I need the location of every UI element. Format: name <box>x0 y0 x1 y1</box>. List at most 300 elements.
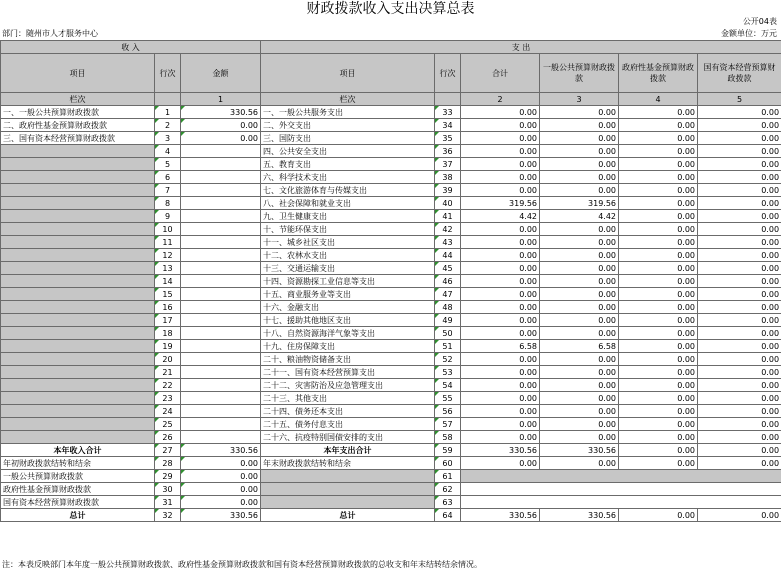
column-number-row <box>1 93 781 106</box>
income-item <box>1 210 155 223</box>
fund-value: 0.00 <box>619 509 698 522</box>
total-value: 0.00 <box>461 327 540 340</box>
fund-value: 0.00 <box>619 431 698 444</box>
income-amount <box>181 353 261 366</box>
general-value: 4.42 <box>540 210 619 223</box>
income-line: 14 <box>155 275 181 288</box>
annual-total-row <box>1 444 781 457</box>
table-row <box>1 145 781 158</box>
income-item: 一、一般公共预算财政拨款 <box>1 106 155 119</box>
total-value: 0.00 <box>461 106 540 119</box>
income-line: 2 <box>155 119 181 132</box>
expense-line: 64 <box>435 509 461 522</box>
table-row <box>1 171 781 184</box>
income-amount <box>181 288 261 301</box>
income-amount <box>181 301 261 314</box>
expense-item: 十三、交通运输支出 <box>261 262 435 275</box>
state-value: 0.00 <box>698 392 781 405</box>
total-value: 0.00 <box>461 184 540 197</box>
income-item <box>1 379 155 392</box>
fund-value: 0.00 <box>619 132 698 145</box>
expense-line: 46 <box>435 275 461 288</box>
income-item: 年初财政拨款结转和结余 <box>1 457 155 470</box>
income-item <box>1 262 155 275</box>
income-amount <box>181 275 261 288</box>
general-value: 0.00 <box>540 184 619 197</box>
income-amount <box>181 405 261 418</box>
income-item: 二、政府性基金预算财政拨款 <box>1 119 155 132</box>
table-row <box>1 236 781 249</box>
state-value: 0.00 <box>698 145 781 158</box>
carryover-sub-row <box>1 496 781 509</box>
total-value: 0.00 <box>461 171 540 184</box>
expense-line: 33 <box>435 106 461 119</box>
expense-line: 45 <box>435 262 461 275</box>
table-row <box>1 314 781 327</box>
expense-item: 九、卫生健康支出 <box>261 210 435 223</box>
table-row <box>1 379 781 392</box>
total-value: 0.00 <box>461 314 540 327</box>
col-number-5: 5 <box>698 93 781 106</box>
income-amount <box>181 366 261 379</box>
table-row <box>1 353 781 366</box>
col-label-cell: 栏次 <box>1 93 155 106</box>
fund-value: 0.00 <box>619 275 698 288</box>
general-value: 0.00 <box>540 275 619 288</box>
income-line: 21 <box>155 366 181 379</box>
expense-item <box>261 470 435 483</box>
expense-line: 43 <box>435 236 461 249</box>
fund-value: 0.00 <box>619 314 698 327</box>
income-line: 30 <box>155 483 181 496</box>
grand-total-row <box>1 509 781 522</box>
total-value: 330.56 <box>461 444 540 457</box>
state-value: 0.00 <box>698 158 781 171</box>
general-value: 0.00 <box>540 171 619 184</box>
income-item <box>1 327 155 340</box>
expense-line: 39 <box>435 184 461 197</box>
expense-line: 59 <box>435 444 461 457</box>
income-amount: 0.00 <box>181 496 261 509</box>
expense-item: 十五、商业服务业等支出 <box>261 288 435 301</box>
state-value: 0.00 <box>698 444 781 457</box>
state-value: 0.00 <box>698 262 781 275</box>
blank-cell <box>461 496 781 509</box>
total-value: 0.00 <box>461 236 540 249</box>
income-line: 13 <box>155 262 181 275</box>
general-budget-header: 一般公共预算财政拨款 <box>540 54 619 93</box>
total-value: 0.00 <box>461 288 540 301</box>
expense-item <box>261 496 435 509</box>
state-capital-header: 国有资本经营预算财政拨款 <box>698 54 781 93</box>
total-value: 6.58 <box>461 340 540 353</box>
fund-value: 0.00 <box>619 379 698 392</box>
income-item <box>1 314 155 327</box>
table-row <box>1 158 781 171</box>
income-item <box>1 197 155 210</box>
expense-item: 十七、援助其他地区支出 <box>261 314 435 327</box>
total-value: 4.42 <box>461 210 540 223</box>
income-item <box>1 249 155 262</box>
table-row <box>1 184 781 197</box>
income-item <box>1 236 155 249</box>
expense-line: 58 <box>435 431 461 444</box>
income-item <box>1 366 155 379</box>
fund-value: 0.00 <box>619 327 698 340</box>
income-line: 6 <box>155 171 181 184</box>
expense-item: 二十六、抗疫特别国债安排的支出 <box>261 431 435 444</box>
expense-section-header: 支 出 <box>261 41 781 54</box>
footnote: 注：本表反映部门本年度一般公共预算财政拨款、政府性基金预算财政拨款和国有资本经营预算财政拨款的总收支和年末结转结余情况。 <box>2 560 482 569</box>
general-value: 330.56 <box>540 444 619 457</box>
table-row <box>1 288 781 301</box>
state-value: 0.00 <box>698 509 781 522</box>
fund-value: 0.00 <box>619 444 698 457</box>
state-value: 0.00 <box>698 353 781 366</box>
income-line: 31 <box>155 496 181 509</box>
table-row <box>1 340 781 353</box>
expense-line: 37 <box>435 158 461 171</box>
expense-item: 年末财政拨款结转和结余 <box>261 457 435 470</box>
income-line: 17 <box>155 314 181 327</box>
expense-item: 十二、农林水支出 <box>261 249 435 262</box>
income-item <box>1 431 155 444</box>
general-value: 0.00 <box>540 236 619 249</box>
general-value: 0.00 <box>540 158 619 171</box>
income-line: 28 <box>155 457 181 470</box>
table-row <box>1 405 781 418</box>
fund-value: 0.00 <box>619 405 698 418</box>
expense-item: 十九、住房保障支出 <box>261 340 435 353</box>
expense-item: 二十三、其他支出 <box>261 392 435 405</box>
table-row <box>1 262 781 275</box>
expense-line: 41 <box>435 210 461 223</box>
col-number-3: 3 <box>540 93 619 106</box>
expense-line: 38 <box>435 171 461 184</box>
expense-line: 60 <box>435 457 461 470</box>
general-value: 0.00 <box>540 457 619 470</box>
income-total-label: 本年收入合计 <box>1 444 155 457</box>
expense-item: 二十、粮油物资储备支出 <box>261 353 435 366</box>
expense-item-header: 项目 <box>261 54 435 93</box>
general-value: 0.00 <box>540 353 619 366</box>
state-value: 0.00 <box>698 431 781 444</box>
income-line: 25 <box>155 418 181 431</box>
expense-line: 63 <box>435 496 461 509</box>
col-number-1: 1 <box>181 93 261 106</box>
fund-value: 0.00 <box>619 236 698 249</box>
expense-item: 三、国防支出 <box>261 132 435 145</box>
total-header: 合计 <box>461 54 540 93</box>
total-value: 0.00 <box>461 262 540 275</box>
state-value: 0.00 <box>698 340 781 353</box>
state-value: 0.00 <box>698 457 781 470</box>
expense-line: 40 <box>435 197 461 210</box>
state-value: 0.00 <box>698 223 781 236</box>
expense-item: 十八、自然资源海洋气象等支出 <box>261 327 435 340</box>
fund-value: 0.00 <box>619 301 698 314</box>
total-value: 0.00 <box>461 158 540 171</box>
column-header-row <box>1 54 781 93</box>
income-item: 国有资本经营预算财政拨款 <box>1 496 155 509</box>
state-value: 0.00 <box>698 236 781 249</box>
expense-item: 七、文化旅游体育与传媒支出 <box>261 184 435 197</box>
col-number-2: 2 <box>461 93 540 106</box>
state-value: 0.00 <box>698 184 781 197</box>
fund-value: 0.00 <box>619 392 698 405</box>
table-row <box>1 275 781 288</box>
state-value: 0.00 <box>698 418 781 431</box>
expense-line: 42 <box>435 223 461 236</box>
income-amount: 0.00 <box>181 483 261 496</box>
expense-item: 四、公共安全支出 <box>261 145 435 158</box>
income-line: 26 <box>155 431 181 444</box>
state-value: 0.00 <box>698 366 781 379</box>
expense-line-header: 行次 <box>435 54 461 93</box>
table-row <box>1 392 781 405</box>
expense-item <box>261 483 435 496</box>
expense-line: 57 <box>435 418 461 431</box>
fund-value: 0.00 <box>619 262 698 275</box>
carryover-row <box>1 457 781 470</box>
state-value: 0.00 <box>698 405 781 418</box>
page-title: 财政拨款收入支出决算总表 <box>306 1 475 17</box>
income-amount <box>181 184 261 197</box>
expense-item: 二十四、债务还本支出 <box>261 405 435 418</box>
table-row <box>1 106 781 119</box>
expense-line: 62 <box>435 483 461 496</box>
income-line: 4 <box>155 145 181 158</box>
income-item <box>1 353 155 366</box>
income-line: 24 <box>155 405 181 418</box>
income-amount <box>181 236 261 249</box>
income-amount <box>181 145 261 158</box>
expense-item: 二十一、国有资本经营预算支出 <box>261 366 435 379</box>
income-line: 11 <box>155 236 181 249</box>
blank-cell <box>461 470 781 483</box>
general-value: 0.00 <box>540 405 619 418</box>
total-value: 0.00 <box>461 379 540 392</box>
state-value: 0.00 <box>698 379 781 392</box>
state-value: 0.00 <box>698 132 781 145</box>
general-value: 0.00 <box>540 132 619 145</box>
expense-line: 53 <box>435 366 461 379</box>
income-amount <box>181 158 261 171</box>
general-value: 0.00 <box>540 145 619 158</box>
general-value: 0.00 <box>540 288 619 301</box>
expense-item: 二十二、灾害防治及应急管理支出 <box>261 379 435 392</box>
expense-line: 54 <box>435 379 461 392</box>
income-amount <box>181 210 261 223</box>
state-value: 0.00 <box>698 288 781 301</box>
total-value: 0.00 <box>461 132 540 145</box>
general-value: 0.00 <box>540 431 619 444</box>
income-line: 12 <box>155 249 181 262</box>
col-number-4: 4 <box>619 93 698 106</box>
unit-label: 金额单位：万元 <box>721 29 777 38</box>
fund-value: 0.00 <box>619 457 698 470</box>
expense-line: 35 <box>435 132 461 145</box>
fund-value: 0.00 <box>619 210 698 223</box>
income-item <box>1 275 155 288</box>
state-value: 0.00 <box>698 106 781 119</box>
state-value: 0.00 <box>698 119 781 132</box>
income-amount: 0.00 <box>181 457 261 470</box>
general-value: 0.00 <box>540 106 619 119</box>
income-amount-header: 金额 <box>181 54 261 93</box>
income-amount <box>181 223 261 236</box>
fund-value: 0.00 <box>619 353 698 366</box>
income-item <box>1 405 155 418</box>
total-value: 0.00 <box>461 457 540 470</box>
department-label: 部门：随州市人才服务中心 <box>2 29 98 38</box>
total-value: 330.56 <box>461 509 540 522</box>
total-value: 0.00 <box>461 119 540 132</box>
state-value: 0.00 <box>698 210 781 223</box>
income-amount: 0.00 <box>181 132 261 145</box>
total-value: 0.00 <box>461 392 540 405</box>
income-item <box>1 301 155 314</box>
general-value: 0.00 <box>540 379 619 392</box>
total-value: 0.00 <box>461 275 540 288</box>
income-item <box>1 158 155 171</box>
expense-item: 八、社会保障和就业支出 <box>261 197 435 210</box>
income-amount <box>181 379 261 392</box>
income-item: 一般公共预算财政拨款 <box>1 470 155 483</box>
income-line: 7 <box>155 184 181 197</box>
income-amount <box>181 431 261 444</box>
expense-item: 十四、资源勘探工业信息等支出 <box>261 275 435 288</box>
general-value: 330.56 <box>540 509 619 522</box>
expense-item: 六、科学技术支出 <box>261 171 435 184</box>
total-value: 319.56 <box>461 197 540 210</box>
income-line: 27 <box>155 444 181 457</box>
income-line: 8 <box>155 197 181 210</box>
income-line: 29 <box>155 470 181 483</box>
total-value: 0.00 <box>461 223 540 236</box>
income-item <box>1 223 155 236</box>
total-value: 0.00 <box>461 145 540 158</box>
income-item: 政府性基金预算财政拨款 <box>1 483 155 496</box>
income-amount <box>181 262 261 275</box>
income-item <box>1 171 155 184</box>
income-line-header: 行次 <box>155 54 181 93</box>
table-row <box>1 249 781 262</box>
expense-line: 56 <box>435 405 461 418</box>
general-value: 0.00 <box>540 327 619 340</box>
table-row <box>1 418 781 431</box>
fund-value: 0.00 <box>619 288 698 301</box>
table-row <box>1 223 781 236</box>
fund-value: 0.00 <box>619 418 698 431</box>
blank-cell <box>461 483 781 496</box>
expense-line: 34 <box>435 119 461 132</box>
state-value: 0.00 <box>698 197 781 210</box>
col-blank-cell <box>155 93 181 106</box>
fund-budget-header: 政府性基金预算财政拨款 <box>619 54 698 93</box>
income-line: 18 <box>155 327 181 340</box>
fund-value: 0.00 <box>619 106 698 119</box>
income-item <box>1 340 155 353</box>
expense-total-label: 本年支出合计 <box>261 444 435 457</box>
expense-line: 55 <box>435 392 461 405</box>
income-item <box>1 418 155 431</box>
general-value: 0.00 <box>540 249 619 262</box>
fund-value: 0.00 <box>619 197 698 210</box>
expense-line: 50 <box>435 327 461 340</box>
income-line: 32 <box>155 509 181 522</box>
fund-value: 0.00 <box>619 184 698 197</box>
income-line: 23 <box>155 392 181 405</box>
expense-item: 十六、金融支出 <box>261 301 435 314</box>
expense-grand-total-label: 总计 <box>261 509 435 522</box>
income-line: 1 <box>155 106 181 119</box>
income-item: 三、国有资本经营预算财政拨款 <box>1 132 155 145</box>
income-amount <box>181 327 261 340</box>
table-row <box>1 197 781 210</box>
total-value: 0.00 <box>461 431 540 444</box>
general-value: 0.00 <box>540 314 619 327</box>
state-value: 0.00 <box>698 249 781 262</box>
total-value: 0.00 <box>461 418 540 431</box>
col-label-cell-2: 栏次 <box>261 93 435 106</box>
fund-value: 0.00 <box>619 145 698 158</box>
carryover-sub-row <box>1 483 781 496</box>
total-value: 0.00 <box>461 366 540 379</box>
expense-line: 36 <box>435 145 461 158</box>
expense-line: 47 <box>435 288 461 301</box>
income-item <box>1 392 155 405</box>
income-amount <box>181 171 261 184</box>
income-line: 3 <box>155 132 181 145</box>
expense-line: 61 <box>435 470 461 483</box>
income-amount: 330.56 <box>181 444 261 457</box>
general-value: 0.00 <box>540 418 619 431</box>
income-line: 16 <box>155 301 181 314</box>
income-amount <box>181 249 261 262</box>
fund-value: 0.00 <box>619 119 698 132</box>
expense-item: 二、外交支出 <box>261 119 435 132</box>
income-amount <box>181 314 261 327</box>
fund-value: 0.00 <box>619 366 698 379</box>
table-row <box>1 327 781 340</box>
income-item <box>1 184 155 197</box>
general-value: 0.00 <box>540 223 619 236</box>
general-value: 0.00 <box>540 262 619 275</box>
expense-item: 二十五、债务付息支出 <box>261 418 435 431</box>
income-amount <box>181 392 261 405</box>
table-row <box>1 301 781 314</box>
income-line: 10 <box>155 223 181 236</box>
income-section-header: 收 入 <box>1 41 261 54</box>
expense-line: 44 <box>435 249 461 262</box>
total-value: 0.00 <box>461 301 540 314</box>
general-value: 0.00 <box>540 301 619 314</box>
expense-item: 十一、城乡社区支出 <box>261 236 435 249</box>
expense-item: 一、一般公共服务支出 <box>261 106 435 119</box>
state-value: 0.00 <box>698 301 781 314</box>
total-value: 0.00 <box>461 353 540 366</box>
income-amount: 0.00 <box>181 119 261 132</box>
general-value: 0.00 <box>540 366 619 379</box>
state-value: 0.00 <box>698 275 781 288</box>
fund-value: 0.00 <box>619 158 698 171</box>
income-line: 22 <box>155 379 181 392</box>
income-line: 19 <box>155 340 181 353</box>
expense-line: 48 <box>435 301 461 314</box>
col-blank-cell-2 <box>435 93 461 106</box>
general-value: 319.56 <box>540 197 619 210</box>
